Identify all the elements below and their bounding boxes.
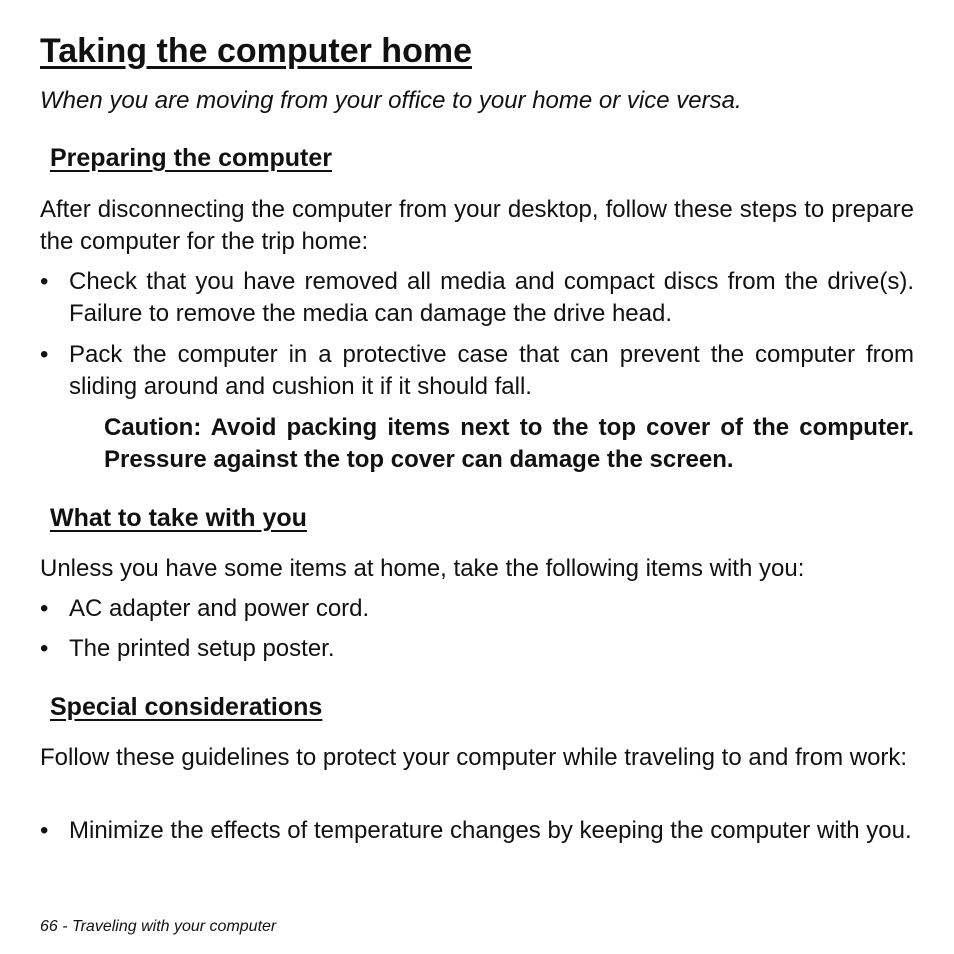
page-subtitle: When you are moving from your office to your home or vice versa. — [40, 87, 742, 114]
section-heading-what-to-take: What to take with you — [50, 504, 307, 532]
bullet-icon: • — [40, 595, 49, 622]
bullet-icon: • — [40, 817, 49, 844]
section-intro-preparing: After disconnecting the computer from your desktop, follow these steps to prepare the computer for the trip home: — [40, 196, 914, 255]
section-heading-preparing: Preparing the computer — [50, 144, 332, 172]
list-item — [40, 633, 914, 665]
page-title: Taking the computer home — [40, 32, 472, 70]
list-item — [40, 339, 914, 403]
caution-note: Caution: Avoid packing items next to the top cover of the computer. Pressure against the top cover can damage the screen. — [104, 414, 914, 473]
bullet-icon: • — [40, 635, 49, 662]
list-item — [40, 815, 914, 847]
bullet-icon: • — [40, 341, 49, 368]
bullet-icon: • — [40, 268, 49, 295]
page-footer: 66 - Traveling with your computer — [40, 918, 277, 935]
section-intro-what-to-take: Unless you have some items at home, take the following items with you: — [40, 555, 805, 582]
list-item-text: Pack the computer in a protective case that can prevent the computer from sliding around and cushion it if it should fall. — [69, 341, 914, 400]
list-item-text: AC adapter and power cord. — [69, 595, 370, 622]
list-item — [40, 266, 914, 330]
list-item-text: Minimize the effects of temperature changes by keeping the computer with you. — [69, 817, 912, 844]
list-item — [40, 593, 914, 625]
section-intro-special-considerations: Follow these guidelines to protect your computer while traveling to and from work: — [40, 744, 908, 771]
section-heading-special-considerations: Special considerations — [50, 693, 323, 721]
list-item-text: Check that you have removed all media and compact discs from the drive(s). Failure to remove the media can damage the drive head. — [69, 268, 914, 327]
list-item-text: The printed setup poster. — [69, 635, 335, 662]
